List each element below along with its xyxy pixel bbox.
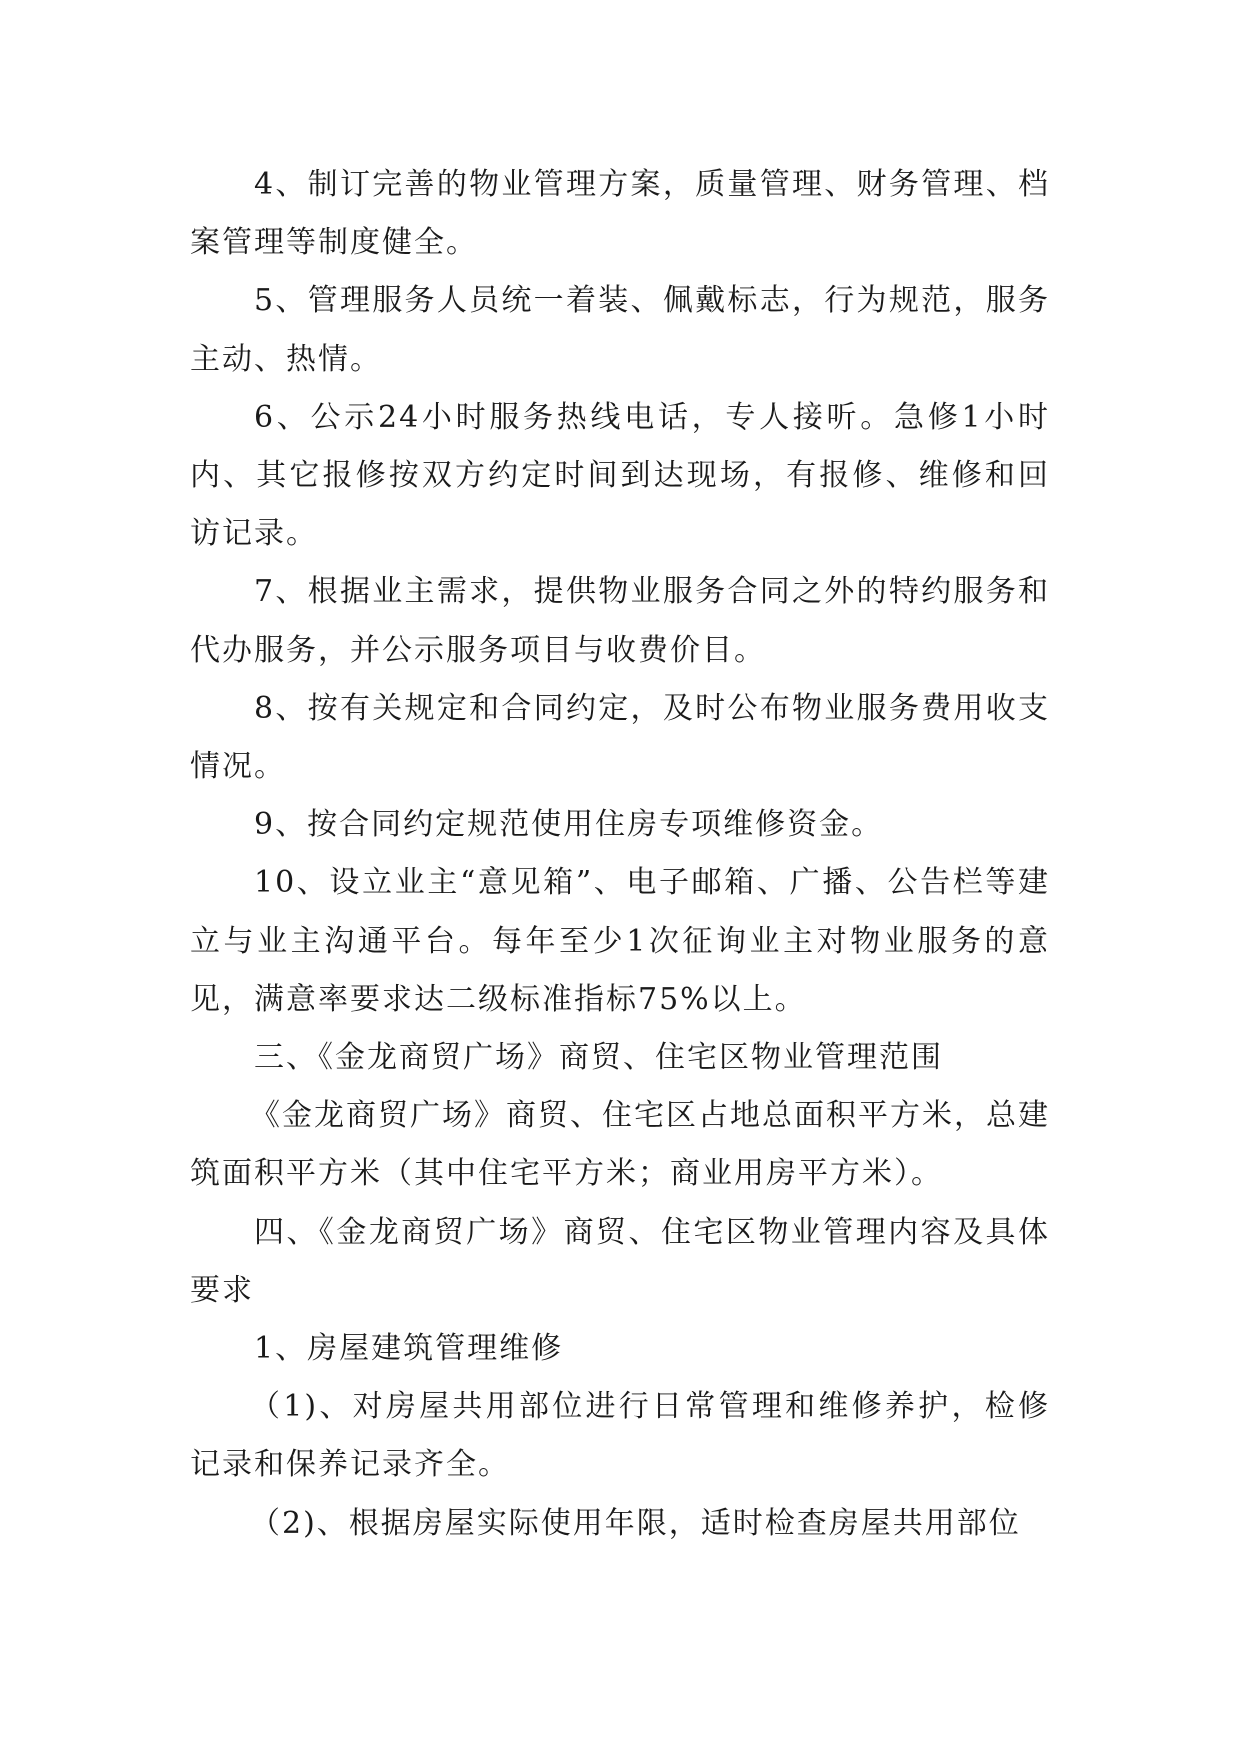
paragraph-item-5: 5、管理服务人员统一着装、佩戴标志，行为规范，服务主动、热情。 xyxy=(190,283,1050,377)
paragraph-item-10: 10、设立业主“意见箱”、电子邮箱、广播、公告栏等建立与业主沟通平台。每年至少1次征询业主对物业服务的意见，满意率要求达二级标准指标75%以上。 xyxy=(190,865,1050,1017)
section-heading-4: 四、《金龙商贸广场》商贸、住宅区物业管理内容及具体要求 xyxy=(190,1214,1050,1308)
paragraph-sub-item-2: （2)、根据房屋实际使用年限，适时检查房屋共用部位 xyxy=(250,1505,1021,1541)
paragraph-item-4: 4、制订完善的物业管理方案，质量管理、财务管理、档案管理等制度健全。 xyxy=(190,167,1050,261)
paragraph-item-8: 8、按有关规定和合同约定，及时公布物业服务费用收支情况。 xyxy=(190,690,1050,785)
paragraph-item-6: 6、公示24小时服务热线电话，专人接听。急修1小时内、其它报修按双方约定时间到达现场，有报修、维修和回访记录。 xyxy=(190,399,1050,552)
paragraph-item-7: 7、根据业主需求，提供物业服务合同之外的特约服务和代办服务，并公示服务项目与收费价目。 xyxy=(190,574,1050,668)
document-body xyxy=(190,156,1050,1553)
paragraph-sub-item-1: （1)、对房屋共用部位进行日常管理和维修养护，检修记录和保养记录齐全。 xyxy=(190,1389,1050,1483)
section-heading-3: 三、《金龙商贸广场》商贸、住宅区物业管理范围 xyxy=(254,1040,943,1076)
paragraph-scope: 《金龙商贸广场》商贸、住宅区占地总面积平方米，总建筑面积平方米（其中住宅平方米；商业用房平方米）。 xyxy=(190,1098,1050,1192)
subheading-building-maintenance: 1、房屋建筑管理维修 xyxy=(254,1331,564,1367)
paragraph-item-9: 9、按合同约定规范使用住房专项维修资金。 xyxy=(254,807,884,843)
